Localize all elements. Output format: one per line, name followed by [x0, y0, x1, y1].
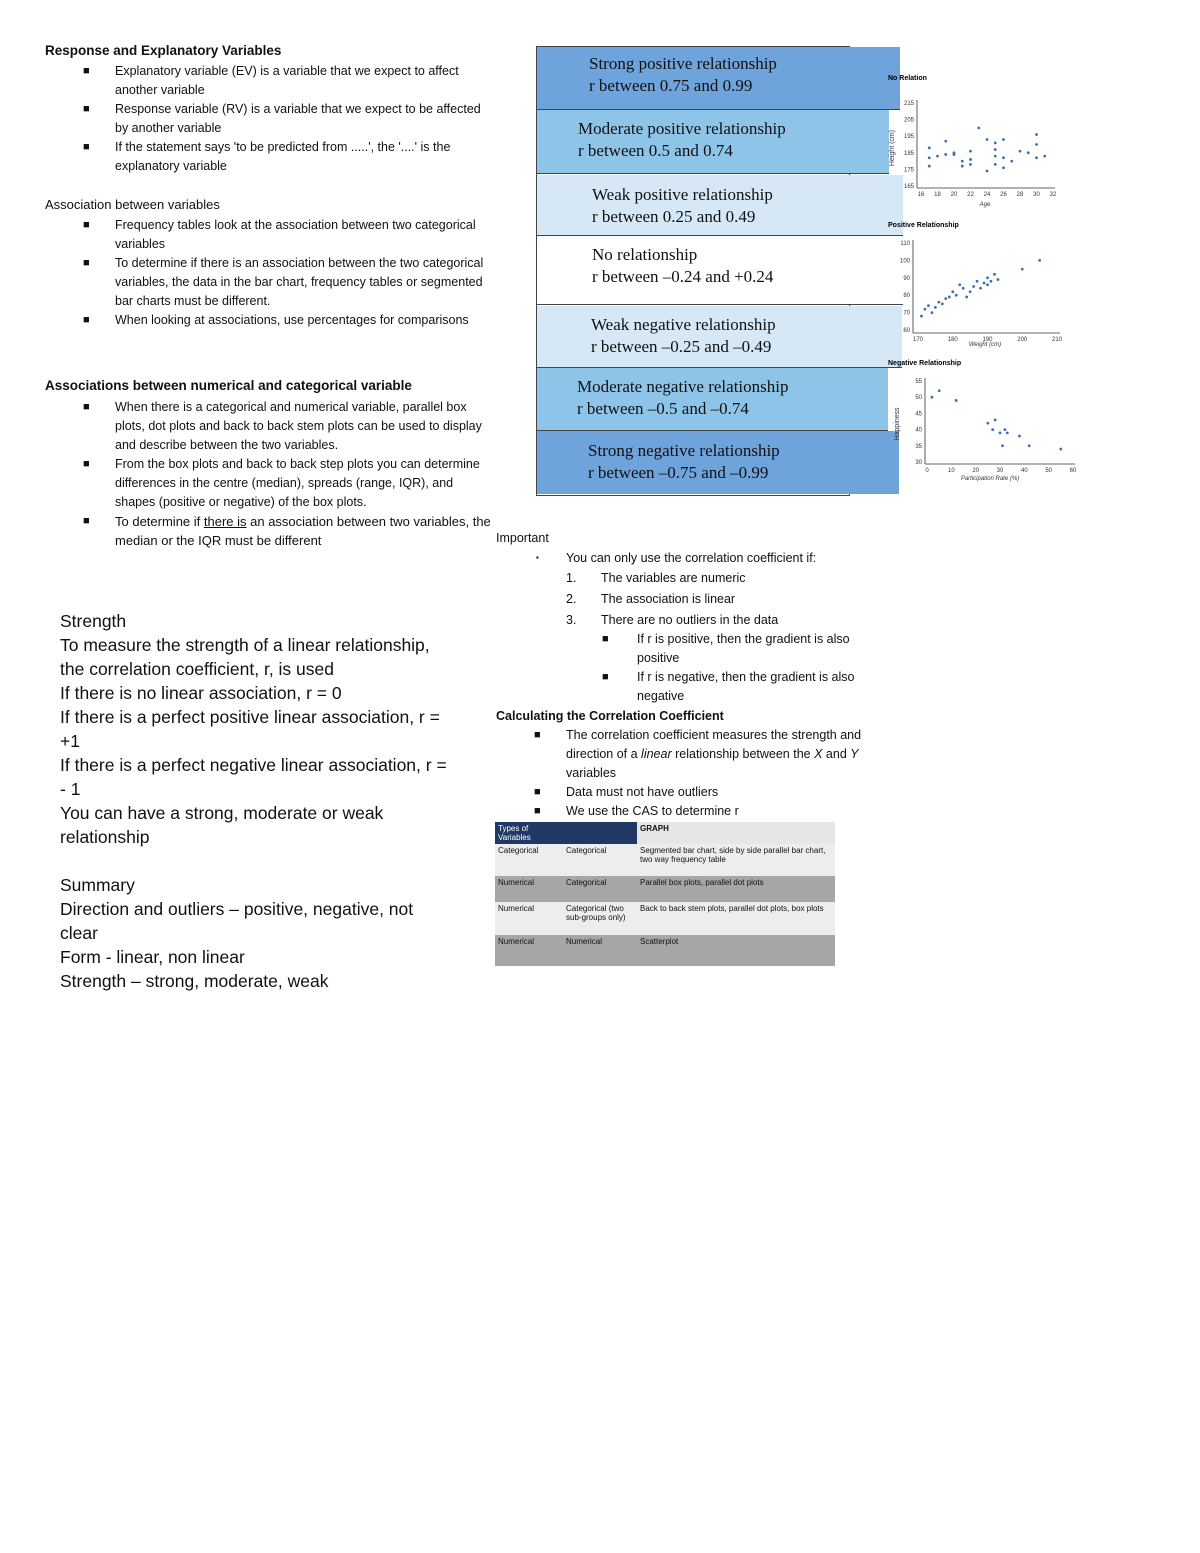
table-header-cell: Types of Variables — [495, 822, 563, 844]
summary-line: Summary — [60, 875, 135, 895]
y-ticks — [915, 379, 922, 466]
y-ticks — [900, 241, 911, 334]
section-title-association: Association between variables — [45, 197, 220, 212]
list-item: ■ From the box plots and back to back step plots you can determine differences in the centre (median), spreads (range, IQR), and shapes (positive or negative) of the box plots. — [45, 455, 495, 512]
important-intro-text: You can only use the correlation coefficient if: — [566, 551, 817, 565]
scatter-point — [979, 287, 982, 290]
condition-text: The association is linear — [601, 592, 736, 606]
band-title: Strong negative relationship — [588, 441, 780, 460]
condition-number: 3. — [566, 613, 577, 627]
scatter-point — [994, 155, 997, 158]
y-tick-label: 205 — [903, 117, 914, 124]
y-tick-label: 35 — [915, 443, 922, 450]
bullet-icon: ■ — [602, 633, 609, 645]
table-cell: Categorical — [566, 878, 607, 887]
scatter-point — [993, 273, 996, 276]
scatter-point — [1059, 448, 1062, 451]
list-item: ■ When there is a categorical and numerical variable, parallel box plots, dot plots and back to back stem plots can be used to display and describe between the two variables. — [45, 398, 495, 455]
condition-sub-text: If r is positive, then the gradient is also positive — [637, 632, 850, 665]
list-item-text: To determine if — [115, 514, 204, 529]
no-relation-chart — [885, 70, 1085, 210]
emphasis-text: linear — [641, 747, 672, 761]
scatter-point — [1006, 431, 1009, 434]
band-moderate-positive — [537, 110, 889, 174]
scatter-point — [944, 153, 947, 156]
scatter-point — [1002, 138, 1005, 141]
table-cell: Numerical — [566, 937, 603, 946]
list-item-text: an association between two variables, the median or the IQR must be different — [115, 514, 491, 548]
table-cell: Numerical — [498, 937, 535, 946]
scatter-point — [969, 290, 972, 293]
scatter-point — [941, 303, 944, 306]
scatter-point — [976, 280, 979, 283]
band-range: r between –0.24 and +0.24 — [592, 267, 774, 286]
association-list — [45, 216, 495, 330]
summary-line: Strength – strong, moderate, weak — [60, 971, 329, 991]
scatter-point — [986, 283, 989, 286]
scatter-point — [986, 276, 989, 279]
points — [920, 259, 1041, 317]
scatter-point — [958, 283, 961, 286]
scatter-point — [1043, 155, 1046, 158]
summary-block — [60, 873, 500, 993]
list-item-text: and — [822, 747, 851, 761]
bullet-icon: ■ — [602, 671, 609, 683]
band-range: r between 0.75 and 0.99 — [589, 76, 753, 95]
y-tick-label: 30 — [915, 460, 922, 466]
condition-sub-item — [496, 668, 887, 706]
y-ticks — [904, 101, 915, 190]
scatter-point — [1019, 150, 1022, 153]
positive-relationship-chart — [885, 218, 1085, 350]
y-tick-label: 50 — [915, 395, 922, 402]
scatter-point — [937, 301, 940, 304]
scatter-point — [961, 165, 964, 168]
scatter-point — [1038, 259, 1041, 262]
strength-line: If there is a perfect negative linear association, r = — [60, 755, 447, 775]
condition-item — [496, 589, 896, 610]
list-item: ■ Data must not have outliers — [496, 783, 896, 802]
scatter-point — [1035, 133, 1038, 136]
scatter-point — [928, 146, 931, 149]
x-tick-label: 24 — [983, 192, 991, 198]
y-tick-label: 55 — [915, 379, 922, 385]
x-tick-label: 170 — [912, 337, 924, 343]
scatter-point — [944, 140, 947, 143]
important-block — [496, 548, 896, 706]
summary-line: Form - linear, non linear — [60, 947, 245, 967]
scatter-point — [990, 280, 993, 283]
y-axis-label: Happiness — [894, 407, 901, 441]
x-tick-label: 16 — [917, 192, 925, 198]
points — [930, 389, 1062, 450]
scatter-point — [955, 294, 958, 297]
scatter-point — [969, 158, 972, 161]
band-moderate-negative — [537, 368, 888, 431]
scatter-point — [1021, 268, 1024, 271]
section-title-numerical-categorical: Associations between numerical and categorical variable — [45, 378, 412, 393]
list-item: ■ We use the CAS to determine r — [496, 802, 896, 821]
band-range: r between –0.25 and –0.49 — [591, 337, 772, 356]
y-tick-label: 195 — [903, 134, 914, 141]
y-axis-label: Height (cm) — [889, 129, 896, 167]
emphasis-text: X — [814, 747, 823, 761]
x-tick-label: 30 — [1033, 192, 1040, 198]
chart-title: Positive Relationship — [888, 222, 959, 229]
band-no-relationship — [537, 236, 903, 305]
strength-block — [60, 609, 500, 849]
x-tick-label: 28 — [1016, 192, 1024, 198]
x-tick-label: 190 — [982, 337, 993, 343]
band-weak-negative — [537, 306, 902, 368]
table-cell: Parallel box plots, parallel dot plots — [640, 878, 764, 887]
y-tick-label: 185 — [903, 150, 914, 157]
x-axis-label: Weight (cm) — [968, 342, 1002, 348]
table-cell: Categorical (two sub-groups only) — [566, 904, 626, 922]
scatter-point — [1003, 428, 1006, 431]
condition-sub-text: If r is negative, then the gradient is also negative — [637, 670, 855, 703]
table-cell: Categorical — [498, 846, 539, 855]
list-item: ■ When looking at associations, use percentages for comparisons — [45, 311, 495, 330]
strength-line: You can have a strong, moderate or weak — [60, 803, 384, 823]
section-title-response-explanatory: Response and Explanatory Variables — [45, 43, 282, 58]
scatter-point — [953, 153, 956, 156]
list-item: ■ Frequency tables look at the association between two categorical variables — [45, 216, 495, 254]
important-title: Important — [496, 531, 549, 545]
x-tick-label: 22 — [967, 192, 974, 198]
x-ticks — [913, 337, 1063, 343]
scatter-point — [977, 127, 980, 130]
strength-line: relationship — [60, 827, 150, 847]
band-title: Moderate negative relationship — [577, 377, 789, 396]
list-item: ■ If the statement says 'to be predicted from .....', the '....' is the explanatory variable — [45, 138, 495, 176]
scatter-point — [1018, 435, 1021, 438]
scatter-point — [928, 156, 931, 159]
y-tick-label: 100 — [899, 258, 910, 265]
x-axis-label: Age — [979, 202, 991, 208]
table-cell: Scatterplot — [640, 937, 679, 946]
x-tick-label: 18 — [934, 192, 941, 198]
scatter-point — [991, 428, 994, 431]
y-tick-label: 175 — [903, 167, 914, 174]
scatter-point — [948, 296, 951, 299]
condition-text: There are no outliers in the data — [601, 613, 779, 627]
scatter-point — [1001, 444, 1004, 447]
band-range: r between 0.5 and 0.74 — [578, 141, 733, 160]
band-title: Weak negative relationship — [591, 315, 776, 334]
scatter-point — [936, 155, 939, 158]
scatter-point — [986, 138, 989, 141]
negative-relationship-chart — [885, 356, 1085, 484]
scatter-point — [994, 148, 997, 151]
scatter-point — [994, 163, 997, 166]
table-cell: Numerical — [498, 878, 535, 887]
scatter-point — [931, 311, 934, 314]
condition-number: 2. — [566, 592, 577, 606]
table-header-cell: GRAPH — [637, 822, 835, 844]
table-cell: Numerical — [498, 904, 535, 913]
scatter-point — [927, 304, 930, 307]
table-row — [495, 844, 835, 876]
band-title: Weak positive relationship — [592, 185, 773, 204]
x-tick-label: 0 — [925, 468, 929, 474]
table-row — [495, 902, 835, 935]
x-tick-label: 200 — [1017, 337, 1028, 343]
scatter-point — [955, 399, 958, 402]
band-strong-positive — [537, 47, 900, 110]
scatter-point — [986, 170, 989, 173]
scatter-point — [972, 285, 975, 288]
y-tick-label: 90 — [903, 275, 910, 282]
band-title: Strong positive relationship — [589, 54, 777, 73]
condition-sub-item — [496, 630, 887, 668]
table-row — [495, 935, 835, 966]
scatter-point — [1010, 160, 1013, 163]
table-header-row — [495, 822, 835, 844]
x-tick-label: 30 — [996, 468, 1004, 474]
strength-line: +1 — [60, 731, 80, 751]
scatter-point — [928, 165, 931, 168]
condition-item — [496, 568, 896, 589]
list-item — [45, 512, 495, 550]
scatter-point — [934, 306, 937, 309]
scatter-point — [965, 296, 968, 299]
y-tick-label: 40 — [915, 427, 922, 434]
strength-line: If there is no linear association, r = 0 — [60, 683, 342, 703]
list-item: ■ To determine if there is an association between the two categorical variables, the data in the bar chart, frequency tables or segmented bar charts must be different. — [45, 254, 495, 311]
strength-line: the correlation coefficient, r, is used — [60, 659, 334, 679]
condition-number: 1. — [566, 571, 577, 585]
x-tick-label: 10 — [947, 468, 955, 474]
scatter-point — [924, 308, 927, 311]
scatter-point — [1002, 156, 1005, 159]
scatter-point — [944, 297, 947, 300]
emphasis-text: Y — [850, 747, 859, 761]
numerical-categorical-list — [45, 398, 495, 550]
scatter-point — [994, 141, 997, 144]
scatter-point — [1027, 151, 1030, 154]
condition-item — [496, 610, 896, 630]
x-tick-label: 50 — [1045, 468, 1053, 474]
response-explanatory-list — [45, 62, 495, 176]
scatter-point — [962, 287, 965, 290]
important-intro — [496, 548, 896, 568]
scatter-point — [997, 278, 1000, 281]
x-ticks — [918, 192, 1057, 198]
x-ticks — [925, 468, 1077, 474]
x-tick-label: 20 — [950, 192, 958, 198]
scatter-point — [1035, 156, 1038, 159]
bullet-icon: ▪ — [536, 553, 539, 562]
y-tick-label: 45 — [915, 411, 922, 418]
list-item-text: The correlation coefficient measures the strength and direction of a — [566, 728, 862, 761]
x-tick-label: 210 — [1051, 337, 1063, 343]
table-row — [495, 876, 835, 902]
band-title: Moderate positive relationship — [578, 119, 786, 138]
chart-title: No Relation — [888, 75, 927, 82]
table-header-cell — [563, 822, 637, 844]
band-weak-positive — [537, 175, 903, 236]
strength-line: - 1 — [60, 779, 81, 799]
graph-types-table — [495, 822, 835, 966]
scatter-point — [969, 150, 972, 153]
list-item: ■ Explanatory variable (EV) is a variable that we expect to affect another variable — [45, 62, 495, 100]
y-tick-label: 165 — [903, 184, 914, 190]
scatter-point — [938, 389, 941, 392]
condition-text: The variables are numeric — [601, 571, 746, 585]
summary-line: clear — [60, 923, 98, 943]
y-tick-label: 80 — [903, 293, 910, 300]
band-title: No relationship — [592, 245, 698, 264]
points — [928, 127, 1046, 173]
strength-line: Strength — [60, 611, 127, 631]
band-range: r between 0.25 and 0.49 — [592, 207, 756, 226]
y-tick-label: 60 — [903, 328, 910, 334]
scatter-point — [994, 418, 997, 421]
band-range: r between –0.5 and –0.74 — [577, 399, 749, 418]
list-item-text: relationship between the — [671, 747, 815, 761]
band-strong-negative — [537, 431, 899, 494]
list-item — [496, 726, 896, 783]
table-cell: Segmented bar chart, side by side parallel bar chart, two way frequency table — [640, 846, 826, 864]
x-tick-label: 26 — [1000, 192, 1007, 198]
x-tick-label: 32 — [1049, 192, 1057, 198]
chart-title: Negative Relationship — [888, 360, 962, 367]
scatter-point — [969, 163, 972, 166]
y-tick-label: 70 — [903, 310, 910, 317]
scatter-point — [986, 422, 989, 425]
band-range: r between –0.75 and –0.99 — [588, 463, 769, 482]
summary-line: Direction and outliers – positive, negative, not — [60, 899, 414, 919]
y-tick-label: 215 — [903, 101, 914, 107]
scatter-point — [930, 396, 933, 399]
scatter-point — [1035, 143, 1038, 146]
strength-line: To measure the strength of a linear relationship, — [60, 635, 430, 655]
calc-list — [496, 726, 896, 821]
strength-line: If there is a perfect positive linear association, r = — [60, 707, 440, 727]
scatter-point — [1028, 444, 1031, 447]
scatter-point — [951, 290, 954, 293]
scatter-point — [961, 160, 964, 163]
x-tick-label: 180 — [947, 337, 958, 343]
x-tick-label: 60 — [1069, 468, 1077, 474]
x-tick-label: 40 — [1020, 468, 1028, 474]
underlined-text: there is — [203, 514, 247, 529]
scatter-point — [1002, 166, 1005, 169]
x-axis-label: Participation Rate (%) — [960, 476, 1020, 482]
x-tick-label: 20 — [972, 468, 980, 474]
list-item: ■ Response variable (RV) is a variable that we expect to be affected by another variable — [45, 100, 495, 138]
table-cell: Back to back stem plots, parallel dot plots, box plots — [640, 904, 824, 913]
table-cell: Categorical — [566, 846, 607, 855]
calc-title: Calculating the Correlation Coefficient — [496, 709, 724, 723]
y-tick-label: 110 — [900, 241, 910, 247]
scatter-point — [920, 315, 923, 318]
list-item-text: variables — [566, 766, 617, 780]
scatter-point — [983, 282, 986, 285]
scatter-point — [999, 431, 1002, 434]
